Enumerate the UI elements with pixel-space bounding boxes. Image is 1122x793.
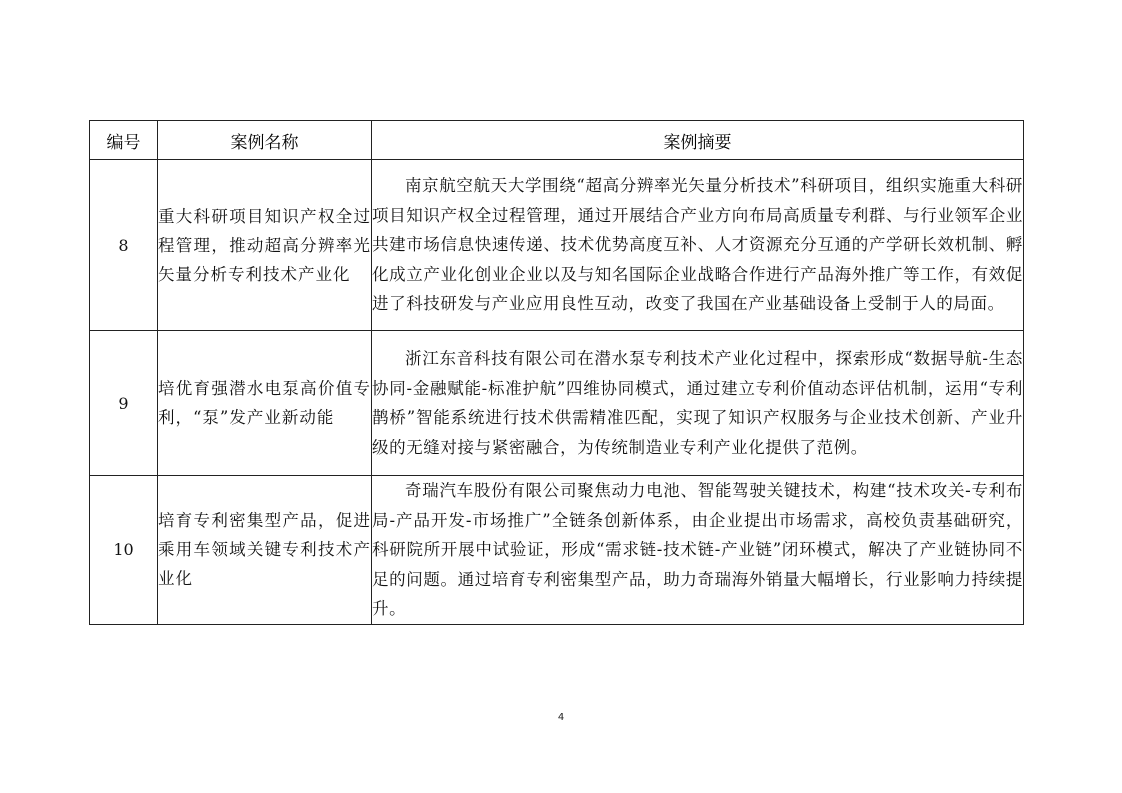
header-case-name: 案例名称 — [158, 121, 372, 160]
case-name: 重大科研项目知识产权全过程管理，推动超高分辨率光矢量分析专利技术产业化 — [158, 160, 372, 331]
header-number: 编号 — [90, 121, 158, 160]
table-row — [90, 476, 1024, 625]
header-case-summary: 案例摘要 — [372, 121, 1024, 160]
case-number: 9 — [90, 331, 158, 476]
case-name: 培育专利密集型产品，促进乘用车领域关键专利技术产业化 — [158, 476, 372, 625]
case-number: 10 — [90, 476, 158, 625]
case-name: 培优育强潜水电泵高价值专利，“泵”发产业新动能 — [158, 331, 372, 476]
case-summary: 南京航空航天大学围绕“超高分辨率光矢量分析技术”科研项目，组织实施重大科研项目知识产权全过程管理，通过开展结合产业方向布局高质量专利群、与行业领军企业共建市场信息快速传递、技术优势高度互补、人才资源充分互通的产学研长效机制、孵化成立产业化创业企业以及与知名国际企业战略合作进行产品海外推广等工作，有效促进了科技研发与产业应用良性互动，改变了我国在产业基础设备上受制于人的局面。 — [372, 160, 1024, 331]
table-row — [90, 160, 1024, 331]
table-header-row — [90, 121, 1024, 160]
page-number: 4 — [557, 712, 565, 723]
case-number: 8 — [90, 160, 158, 331]
case-summary: 奇瑞汽车股份有限公司聚焦动力电池、智能驾驶关键技术，构建“技术攻关-专利布局-产品开发-市场推广”全链条创新体系，由企业提出市场需求，高校负责基础研究，科研院所开展中试验证，形成“需求链-技术链-产业链”闭环模式，解决了产业链协同不足的问题。通过培育专利密集型产品，助力奇瑞海外销量大幅增长，行业影响力持续提升。 — [372, 476, 1024, 625]
case-summary: 浙江东音科技有限公司在潜水泵专利技术产业化过程中，探索形成“数据导航-生态协同-金融赋能-标准护航”四维协同模式，通过建立专利价值动态评估机制，运用“专利鹊桥”智能系统进行技术供需精准匹配，实现了知识产权服务与企业技术创新、产业升级的无缝对接与紧密融合，为传统制造业专利产业化提供了范例。 — [372, 331, 1024, 476]
case-table — [89, 120, 1024, 625]
table-row — [90, 331, 1024, 476]
